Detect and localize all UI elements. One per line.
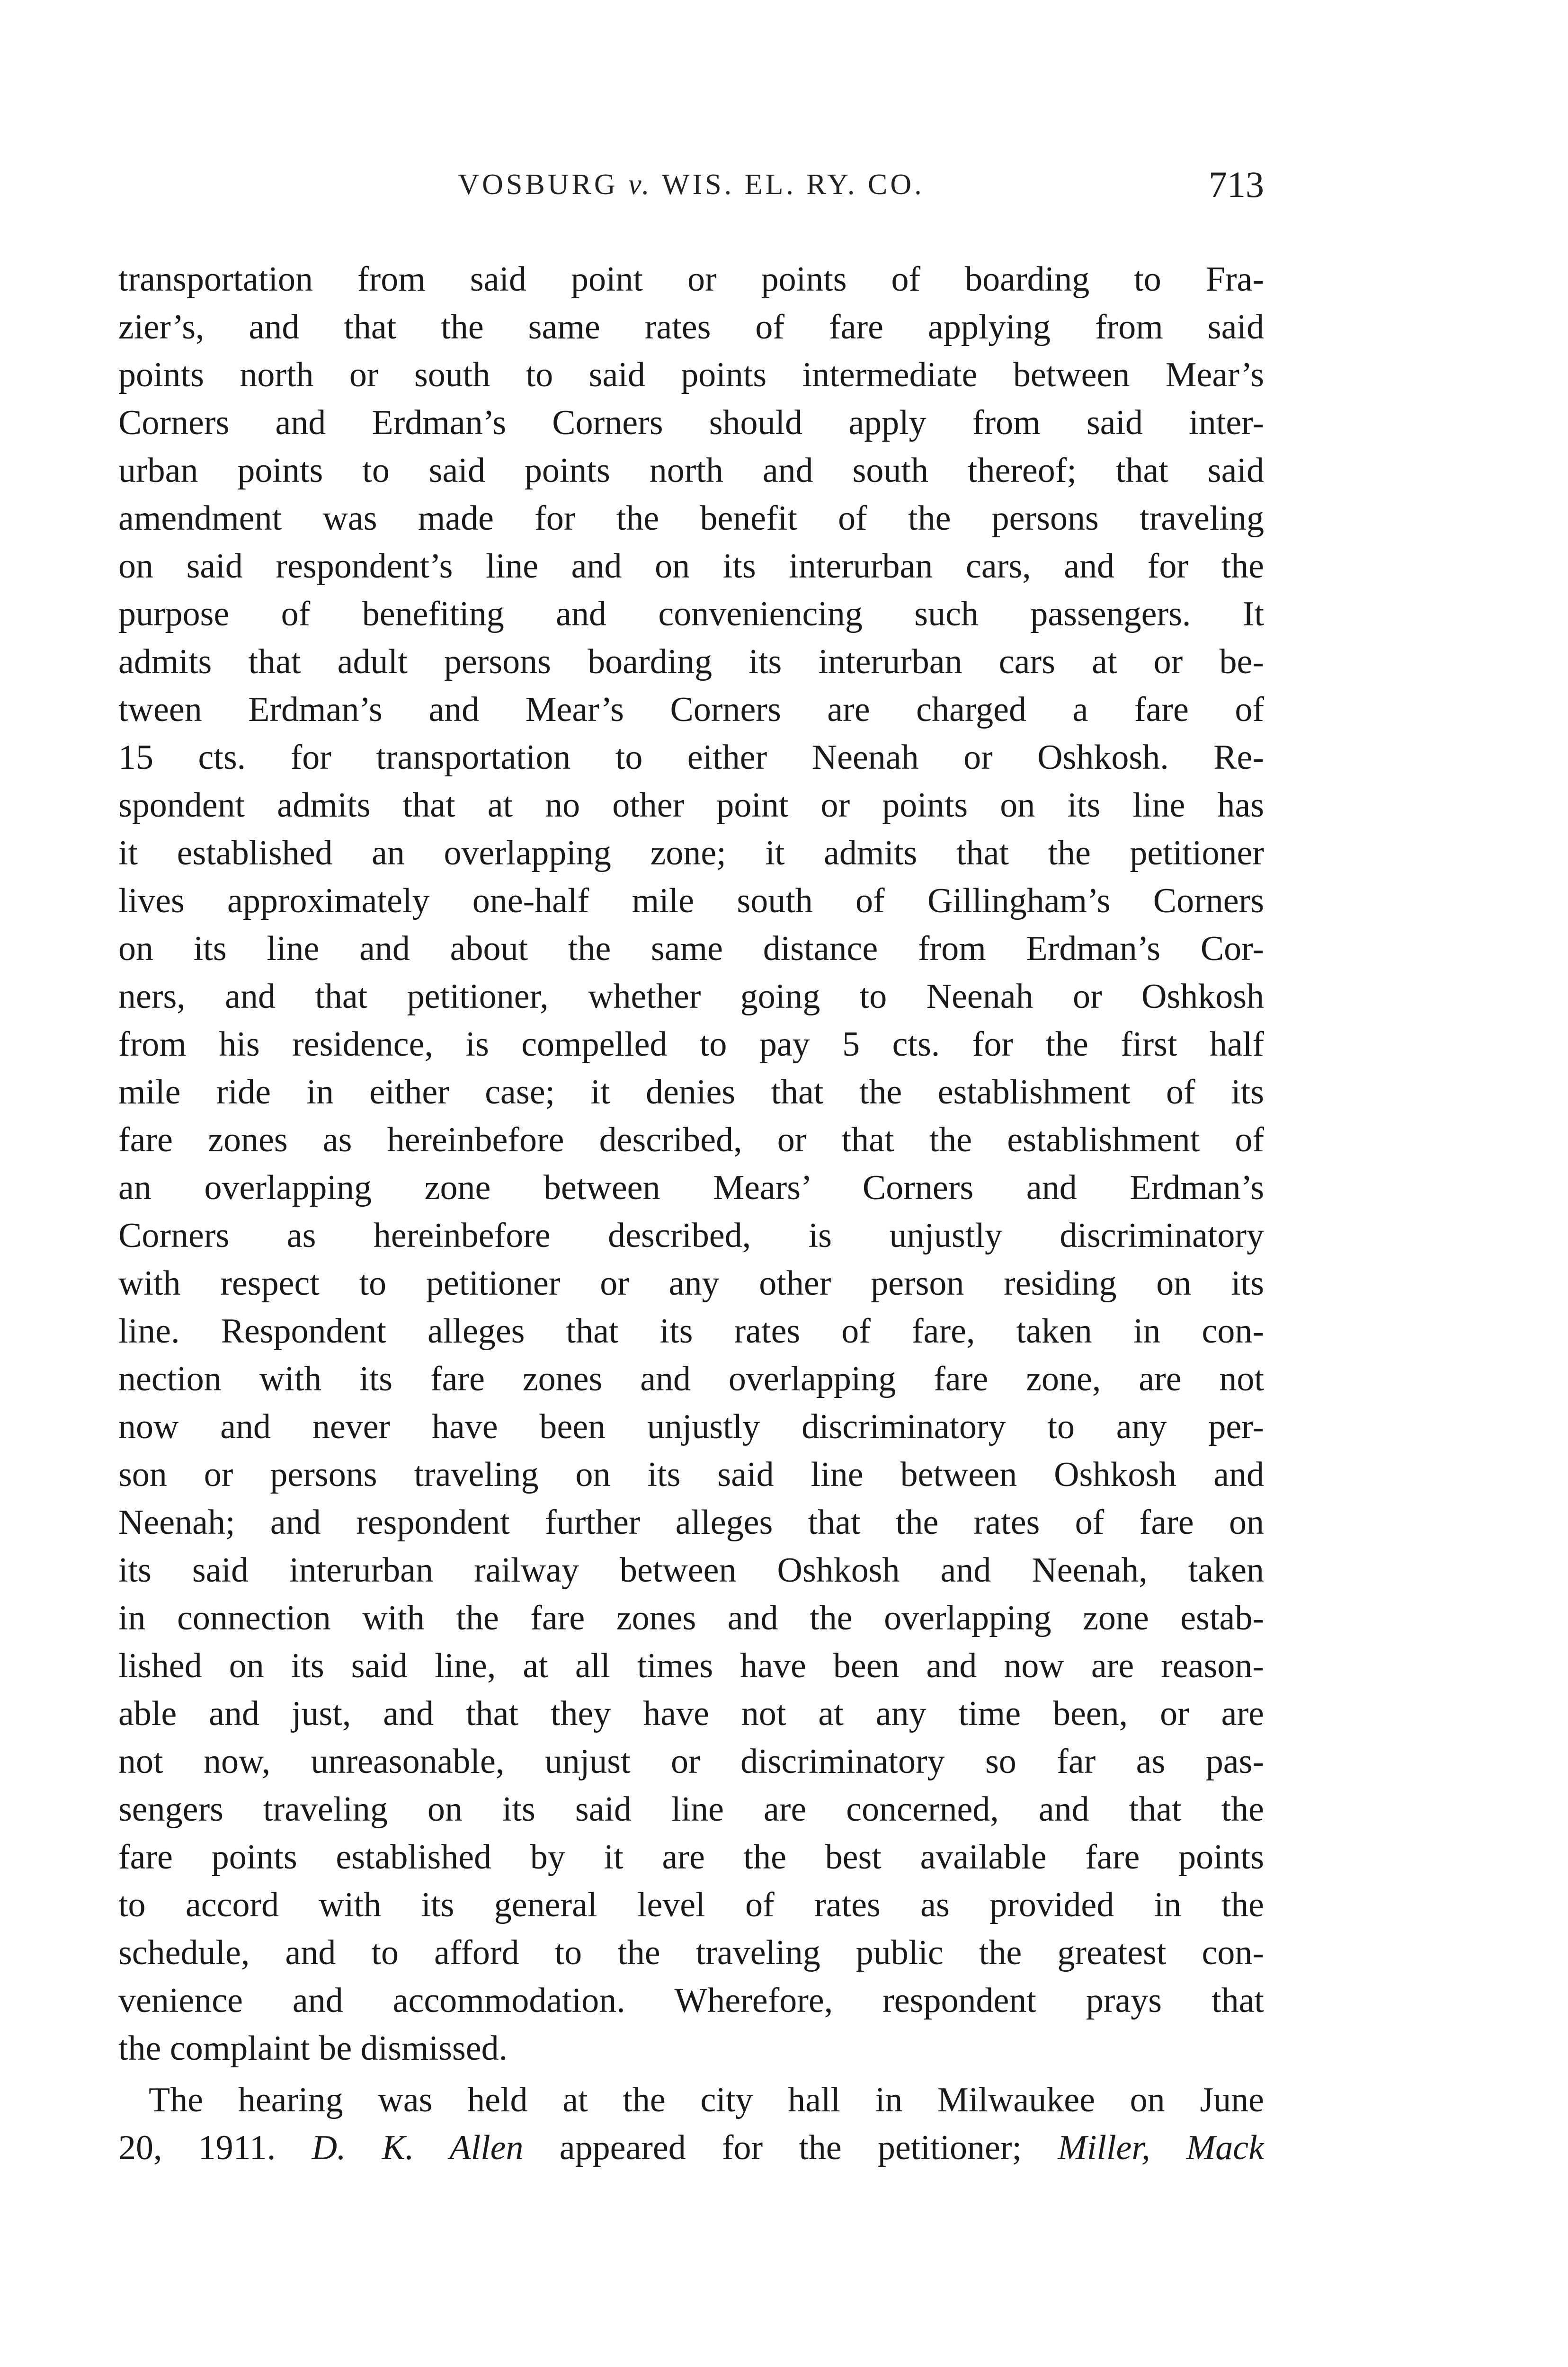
text-line: lives approximately one-half mile south of Gillingham’s Corners <box>118 881 1264 920</box>
text-line: not now, unreasonable, unjust or discriminatory so far as pas- <box>118 1742 1264 1781</box>
running-title <box>118 163 1264 206</box>
text-line: mile ride in either case; it denies that the establishment of its <box>118 1073 1264 1112</box>
text-line: to accord with its general level of rates as provided in the <box>118 1886 1264 1924</box>
text-line: with respect to petitioner or any other person residing on its <box>118 1264 1264 1303</box>
text-line: tween Erdman’s and Mear’s Corners are charged a fare of <box>118 690 1264 729</box>
text-line: its said interurban railway between Oshkosh and Neenah, taken <box>118 1551 1264 1590</box>
date-text: 20, 1911. <box>118 2128 312 2167</box>
counsel-name-petitioner: D. K. Allen <box>312 2128 524 2167</box>
paragraph-2 <box>118 2076 1264 2172</box>
text-line: amendment was made for the benefit of the persons traveling <box>118 499 1264 538</box>
running-head <box>118 163 1264 220</box>
running-title-prefix: VOSBURG <box>458 169 629 201</box>
text-line: an overlapping zone between Mears’ Corners and Erdman’s <box>118 1168 1264 1207</box>
text-line: son or persons traveling on its said line between Oshkosh and <box>118 1455 1264 1494</box>
text-line: 15 cts. for transportation to either Neenah or Oshkosh. Re- <box>118 738 1264 777</box>
appearance-text: appeared for the petitioner; <box>523 2128 1058 2167</box>
text-line: Corners and Erdman’s Corners should apply from said inter- <box>118 403 1264 442</box>
text-line: now and never have been unjustly discriminatory to any per- <box>118 1407 1264 1446</box>
running-title-suffix: WIS. EL. RY. CO. <box>652 169 925 201</box>
page-number: 713 <box>1209 164 1264 205</box>
text-line: purpose of benefiting and conveniencing such passengers. It <box>118 595 1264 633</box>
text-line: it established an overlapping zone; it admits that the petitioner <box>118 834 1264 872</box>
text-line: on said respondent’s line and on its interurban cars, and for the <box>118 547 1264 586</box>
text-line: sengers traveling on its said line are concerned, and that the <box>118 1790 1264 1829</box>
body-text <box>118 256 1264 2172</box>
text-line: venience and accommodation. Wherefore, respondent prays that <box>118 1981 1264 2020</box>
text-line: The hearing was held at the city hall in Milwaukee on June <box>149 2081 1264 2119</box>
text-line: zier’s, and that the same rates of fare applying from said <box>118 308 1264 347</box>
text-line: schedule, and to afford to the traveling public the greatest con- <box>118 1933 1264 1972</box>
text-line: Corners as hereinbefore described, is unjustly discriminatory <box>118 1216 1264 1255</box>
text-line-with-names <box>118 2124 1264 2172</box>
text-line: admits that adult persons boarding its interurban cars at or be- <box>118 642 1264 681</box>
text-line: urban points to said points north and south thereof; that said <box>118 451 1264 490</box>
text-line: spondent admits that at no other point or points on its line has <box>118 786 1264 825</box>
text-line: points north or south to said points intermediate between Mear’s <box>118 356 1264 394</box>
text-line: able and just, and that they have not at any time been, or are <box>118 1694 1264 1733</box>
text-line: fare points established by it are the best available fare points <box>118 1838 1264 1877</box>
text-line: ners, and that petitioner, whether going to Neenah or Oshkosh <box>118 977 1264 1016</box>
text-line: transportation from said point or points of boarding to Fra- <box>118 260 1264 299</box>
text-line: on its line and about the same distance from Erdman’s Cor- <box>118 929 1264 968</box>
text-line: the complaint be dismissed. <box>118 2029 508 2068</box>
text-line: in connection with the fare zones and the overlapping zone estab- <box>118 1599 1264 1637</box>
text-line: nection with its fare zones and overlapping fare zone, are not <box>118 1360 1264 1398</box>
counsel-name-respondent: Miller, Mack <box>1058 2128 1264 2167</box>
text-line: Neenah; and respondent further alleges that the rates of fare on <box>118 1503 1264 1542</box>
paragraph-1 <box>118 256 1264 2073</box>
paragraph-gap <box>118 2073 1264 2076</box>
text-line: lished on its said line, at all times have been and now are reason- <box>118 1646 1264 1685</box>
text-line: from his residence, is compelled to pay 5 cts. for the first half <box>118 1025 1264 1064</box>
running-title-v: v. <box>628 169 652 201</box>
text-line: fare zones as hereinbefore described, or that the establishment of <box>118 1121 1264 1159</box>
text-line: line. Respondent alleges that its rates of fare, taken in con- <box>118 1312 1264 1351</box>
